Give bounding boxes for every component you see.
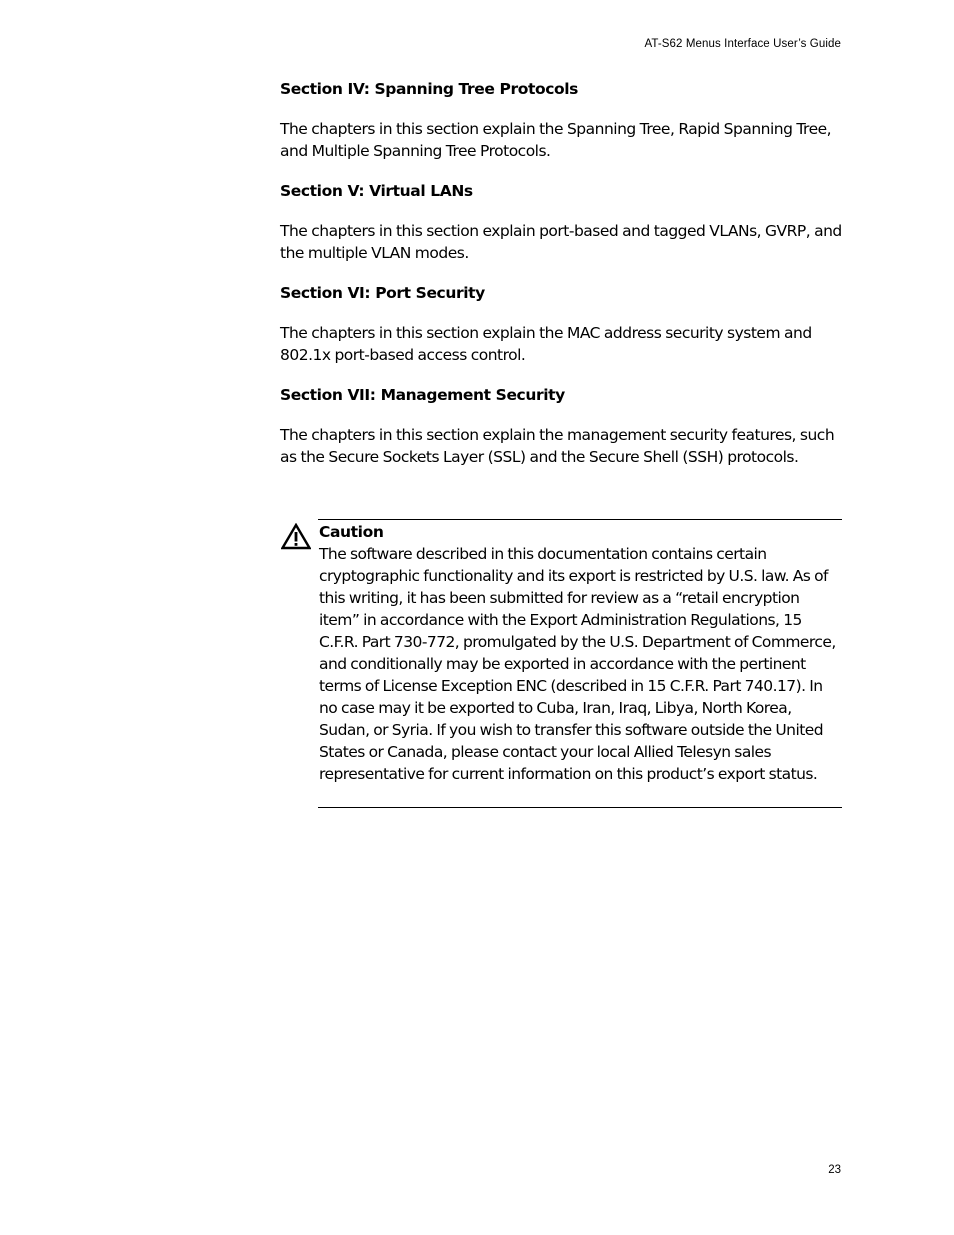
caution-text xyxy=(319,521,842,785)
section-vi xyxy=(280,282,842,366)
section-heading: Section VII: Management Security xyxy=(280,386,565,404)
section-body: The chapters in this section explain the MAC address security system and 802.1x port-based access control. xyxy=(280,324,812,364)
section-body: The chapters in this section explain the Spanning Tree, Rapid Spanning Tree, and Multiple Spanning Tree Protocols. xyxy=(280,120,832,160)
section-vii xyxy=(280,384,842,468)
section-v xyxy=(280,180,842,264)
section-heading: Section V: Virtual LANs xyxy=(280,182,473,200)
caution-title: Caution xyxy=(319,523,384,541)
section-heading: Section IV: Spanning Tree Protocols xyxy=(280,80,578,98)
section-heading: Section VI: Port Security xyxy=(280,284,485,302)
section-iv xyxy=(280,78,842,162)
page-number: 23 xyxy=(828,1164,841,1176)
section-body: The chapters in this section explain the management security features, such as the Secure Sockets Layer (SSL) and the Secure Shell (SSH) protocols. xyxy=(280,426,835,466)
warning-triangle-icon xyxy=(281,523,311,550)
caution-top-rule xyxy=(318,519,842,520)
section-body: The chapters in this section explain port-based and tagged VLANs, GVRP, and the multiple VLAN modes. xyxy=(280,222,842,262)
running-header: AT-S62 Menus Interface User’s Guide xyxy=(644,38,841,50)
caution-body: The software described in this documentation contains certain cryptographic functionality and its export is restricted by U.S. law. As of this writing, it has been submitted for review as a “retail encryption item” in accordance with the Export Administration Regulations, 15 C.F.R. Part 730-772, promulgated by the U.S. Department of Commerce, and conditionally may be exported in accordance with the pertinent terms of License Exception ENC (described in 15 C.F.R. Part 740.17). In no case may it be exported to Cuba, Iran, Iraq, Libya, North Korea, Sudan, or Syria. If you wish to transfer this software outside the United States or Canada, please contact your local Allied Telesyn sales representative for current information on this product’s export status. xyxy=(319,545,836,783)
caution-bottom-rule xyxy=(318,807,842,808)
document-content xyxy=(280,78,842,468)
